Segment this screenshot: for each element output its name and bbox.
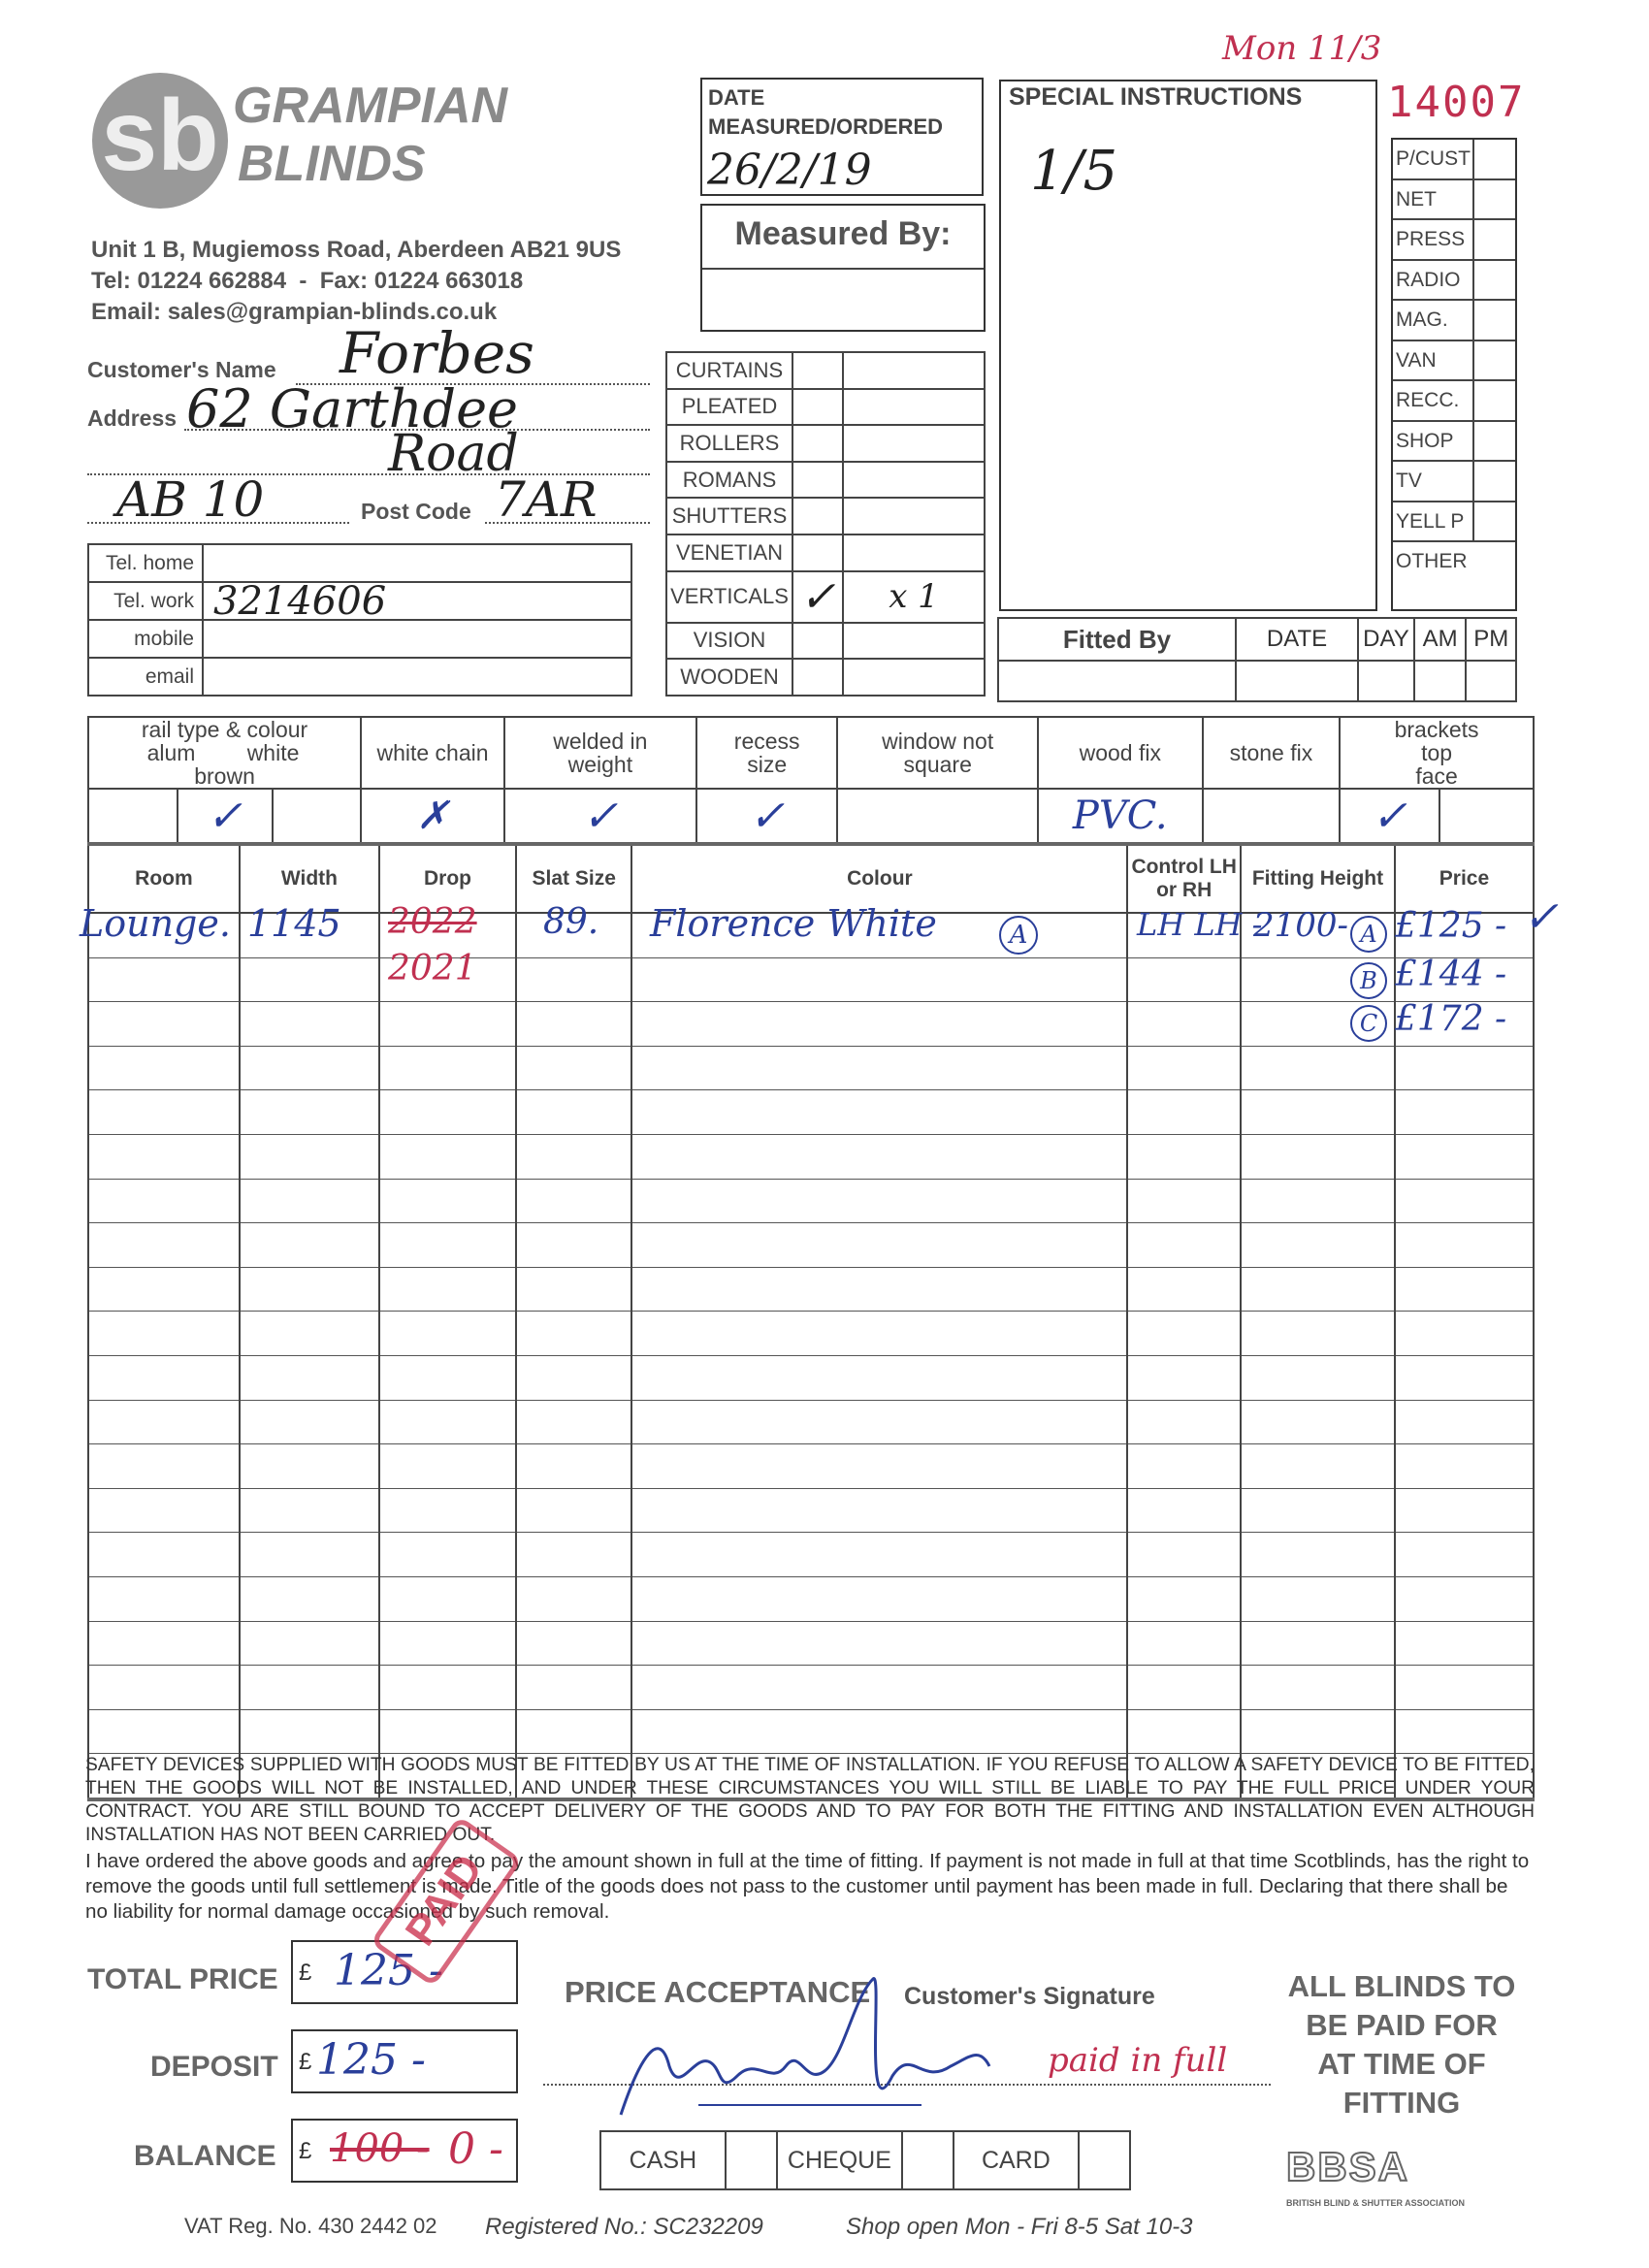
price-c-code: C: [1350, 1005, 1387, 1042]
tel-value: 3214606: [203, 582, 631, 620]
chain-mark: ✗: [361, 789, 504, 843]
wood-fix-value: PVC.: [1038, 789, 1203, 843]
agreement-terms: I have ordered the above goods and agree to pay the amount shown in full at the time of fitting. If payment is not made in full at that time Scotblinds, has the right to remove the goods until full settlement is made. Title of the goods does not pass to the customer until payment has been made in full. Declaring that there shall be no liability for normal damage occasioned by such removal.: [85, 1850, 1530, 1923]
welded-mark: ✓: [504, 789, 696, 843]
cash-box[interactable]: [726, 2131, 777, 2189]
blind-type-qty: [843, 425, 985, 462]
blind-type-qty: [843, 659, 985, 696]
alum-label: alum: [146, 740, 196, 765]
window-label: window not square: [837, 717, 1037, 789]
source-option[interactable]: RECC.: [1393, 381, 1515, 422]
date-measured-box: DATE MEASURED/ORDERED 26/2/19: [700, 78, 984, 196]
balance-box: £ 100 - 0 -: [291, 2119, 518, 2183]
customer-signature: [601, 1940, 1038, 2154]
row1-width: 1145: [247, 902, 341, 945]
order-row: [88, 1400, 1534, 1444]
blind-type-qty: [843, 535, 985, 571]
wood-fix-label: wood fix: [1038, 717, 1203, 789]
row1-height: 2100-: [1253, 906, 1349, 945]
order-column-header: Control LH or RH: [1127, 844, 1241, 913]
brown-label: brown: [194, 763, 255, 789]
order-column-header: Slat Size: [516, 844, 631, 913]
bbsa-subtitle: BRITISH BLIND & SHUTTER ASSOCIATION: [1286, 2198, 1465, 2208]
signature-label: Customer's Signature: [904, 1983, 1155, 2010]
blind-type-mark: [792, 623, 843, 660]
customer-name-label: Customer's Name: [87, 357, 276, 382]
brackets-label: brackets: [1394, 717, 1479, 742]
source-option[interactable]: VAN: [1393, 341, 1515, 382]
source-option[interactable]: NET: [1393, 180, 1515, 221]
measured-by-box: Measured By:: [700, 204, 986, 332]
company-name-2: BLINDS: [238, 136, 426, 192]
white-label: white: [246, 740, 300, 765]
source-option[interactable]: YELL P: [1393, 502, 1515, 543]
registered-number: Registered No.: SC232209: [485, 2214, 763, 2240]
blind-type-row: VISION: [666, 623, 985, 660]
blind-type-row: WOODEN: [666, 659, 985, 696]
order-row: [88, 1621, 1534, 1666]
order-column-header: Colour: [631, 844, 1127, 913]
order-row: [88, 1267, 1534, 1312]
address-label: Address: [87, 405, 178, 431]
fitted-pm-label: PM: [1466, 618, 1516, 661]
address-line-2: Road: [388, 425, 519, 483]
white-mark: ✓: [178, 789, 273, 843]
source-option[interactable]: RADIO: [1393, 261, 1515, 302]
top-label: top: [1421, 740, 1453, 765]
order-row: [88, 1666, 1534, 1710]
blind-type-row: ROLLERS: [666, 425, 985, 462]
blind-type-mark: [792, 498, 843, 535]
cheque-option[interactable]: CHEQUE: [777, 2131, 902, 2189]
rail-type-label: rail type & colour: [141, 717, 308, 742]
cash-option[interactable]: CASH: [600, 2131, 726, 2189]
balance-label: BALANCE: [134, 2140, 276, 2172]
order-row: [88, 1046, 1534, 1090]
price-acceptance-label: PRICE ACCEPTANCE: [565, 1975, 871, 2009]
card-box[interactable]: [1079, 2131, 1130, 2189]
tel-row: Tel. work 3214606: [88, 582, 631, 620]
price-a-code: A: [1350, 916, 1387, 953]
source-list: [1391, 138, 1517, 611]
source-option[interactable]: P/CUST: [1393, 140, 1515, 180]
address-line-1: 62 Garthdee: [186, 378, 518, 439]
order-row: [88, 1355, 1534, 1400]
deposit-label: DEPOSIT: [150, 2051, 278, 2083]
price-b: £144 -: [1395, 955, 1507, 994]
payment-notice: ALL BLINDS TO BE PAID FOR AT TIME OF FITTING: [1287, 1969, 1516, 2120]
deposit-box: £ 125 -: [291, 2029, 518, 2093]
row1-colour-code: A: [999, 916, 1038, 955]
total-price-value: 125 -: [334, 1946, 443, 1995]
tel-row: Tel. home: [88, 544, 631, 582]
cheque-box[interactable]: [902, 2131, 954, 2189]
tel-value: [203, 544, 631, 582]
company-phones: Tel: 01224 662884 - Fax: 01224 663018: [91, 268, 524, 294]
row1-colour: Florence White: [650, 902, 937, 945]
postcode-value: 7AR: [495, 471, 598, 528]
blind-type-qty: [843, 498, 985, 535]
blind-type-row: PLEATED: [666, 389, 985, 426]
row2-drop: 2021: [388, 949, 477, 988]
order-row: [88, 1488, 1534, 1533]
row1-room: Lounge.: [80, 902, 231, 945]
tel-table: [87, 543, 632, 697]
order-column-header: Fitting Height: [1241, 844, 1395, 913]
top-date-note: Mon 11/3: [1222, 29, 1382, 68]
card-option[interactable]: CARD: [954, 2131, 1079, 2189]
blind-type-mark: [792, 535, 843, 571]
order-table: [87, 842, 1535, 1801]
stone-fix-label: stone fix: [1203, 717, 1341, 789]
tel-row: mobile: [88, 620, 631, 658]
order-row: [88, 1576, 1534, 1621]
blind-type-mark: [792, 659, 843, 696]
fitted-am-label: AM: [1414, 618, 1467, 661]
row1-drop-struck: 2022: [388, 902, 477, 942]
order-column-header: Width: [240, 844, 379, 913]
balance-struck: 100 -: [330, 2126, 430, 2171]
deposit-value: 125 -: [316, 2035, 426, 2085]
order-row: [88, 1223, 1534, 1268]
source-option[interactable]: SHOP: [1393, 422, 1515, 463]
blind-type-row: CURTAINS: [666, 352, 985, 389]
order-row: [88, 1179, 1534, 1223]
special-instructions-box: SPECIAL INSTRUCTIONS 1/5: [999, 80, 1377, 611]
order-column-header: Drop: [379, 844, 516, 913]
order-row: [88, 1090, 1534, 1135]
payment-method-table: [599, 2130, 1131, 2190]
fitted-day-label: DAY: [1358, 618, 1414, 661]
safety-terms: SAFETY DEVICES SUPPLIED WITH GOODS MUST BE FITTED BY US AT THE TIME OF INSTALLATION. IF YOU REFUSE TO ALLOW A SAFETY DEVICE TO BE FITTED, THEN THE GOODS WILL NOT BE INSTALLED, AND UNDER THESE CIRCUMSTANCES YOU WILL STILL BE LIABLE TO PAY THE FULL PRICE UNDER YOUR CONTRACT. YOU ARE STILL BOUND TO ACCEPT DELIVERY OF THE GOODS AND TO PAY FOR BOTH THE FITTING AND INSTALLATION EVEN ALTHOUGH INSTALLATION HAS NOT BEEN CARRIED OUT.: [85, 1755, 1535, 1845]
source-option[interactable]: MAG.: [1393, 301, 1515, 341]
total-price-label: TOTAL PRICE: [87, 1963, 278, 1995]
blind-type-mark: [792, 389, 843, 426]
order-row: [88, 1134, 1534, 1179]
price-c: £172 -: [1395, 999, 1507, 1039]
tel-value: [203, 620, 631, 658]
order-row: [88, 957, 1534, 1002]
postcode-label: Post Code: [361, 499, 471, 524]
welded-label: welded in weight: [504, 717, 696, 789]
order-column-header: Room: [88, 844, 240, 913]
blind-type-mark: [792, 352, 843, 389]
top-mark: ✓: [1340, 789, 1439, 843]
blind-type-qty: [843, 389, 985, 426]
white-chain-label: white chain: [361, 717, 504, 789]
fitted-by-table: [997, 617, 1517, 702]
shop-hours: Shop open Mon - Fri 8-5 Sat 10-3: [846, 2214, 1193, 2240]
company-address: Unit 1 B, Mugiemoss Road, Aberdeen AB21 9US: [91, 237, 622, 263]
blind-type-qty: [843, 352, 985, 389]
order-row: [88, 1002, 1534, 1047]
row1-slat: 89.: [543, 902, 599, 942]
total-price-box: £ 125 -: [291, 1940, 518, 2004]
blind-type-row: ROMANS: [666, 462, 985, 499]
order-row: [88, 1533, 1534, 1577]
face-label: face: [1415, 763, 1458, 789]
recess-label: recess size: [696, 717, 838, 789]
order-row: [88, 1709, 1534, 1754]
source-option[interactable]: PRESS: [1393, 220, 1515, 261]
paid-stamp: PAID: [370, 1816, 522, 1988]
price-tick: ✓: [1523, 892, 1559, 942]
balance-value: 0 -: [448, 2124, 503, 2174]
bbsa-logo: BBSA: [1286, 2144, 1410, 2189]
price-b-code: B: [1350, 962, 1387, 999]
order-number: 14007: [1387, 78, 1526, 127]
blind-types-table: [665, 351, 986, 697]
special-instructions-value: 1/5: [1030, 140, 1118, 203]
company-email: Email: sales@grampian-blinds.co.uk: [91, 299, 498, 325]
vat-number: VAT Reg. No. 430 2442 02: [184, 2214, 437, 2238]
row1-control: LH LH -: [1137, 906, 1263, 943]
tel-value: [203, 658, 631, 696]
blind-type-mark: ✓: [792, 571, 843, 623]
blind-type-qty: x 1: [843, 571, 985, 623]
tel-row: email: [88, 658, 631, 696]
order-row: [88, 1444, 1534, 1489]
blind-type-mark: [792, 462, 843, 499]
company-name-1: GRAMPIAN: [233, 78, 508, 134]
blind-type-row: VERTICALS ✓ x 1: [666, 571, 985, 623]
blind-type-mark: [792, 425, 843, 462]
date-measured-value: 26/2/19: [707, 146, 872, 195]
options-table: [87, 716, 1535, 844]
price-a: £125 -: [1395, 906, 1507, 946]
order-row: [88, 1312, 1534, 1356]
fitted-date-label: DATE: [1236, 618, 1358, 661]
blind-type-qty: [843, 462, 985, 499]
blind-type-row: SHUTTERS: [666, 498, 985, 535]
address-city: AB 10: [116, 471, 265, 528]
source-option[interactable]: OTHER: [1396, 550, 1468, 572]
recess-mark: ✓: [696, 789, 838, 843]
blind-type-row: VENETIAN: [666, 535, 985, 571]
blind-type-qty: [843, 623, 985, 660]
paid-in-full-note: paid in full: [1048, 2041, 1228, 2080]
source-option[interactable]: TV: [1393, 462, 1515, 502]
fitted-by-label: Fitted By: [998, 618, 1236, 661]
company-logo-icon: sb: [92, 73, 228, 209]
customer-name-value: Forbes: [340, 320, 534, 386]
order-column-header: Price: [1395, 844, 1534, 913]
